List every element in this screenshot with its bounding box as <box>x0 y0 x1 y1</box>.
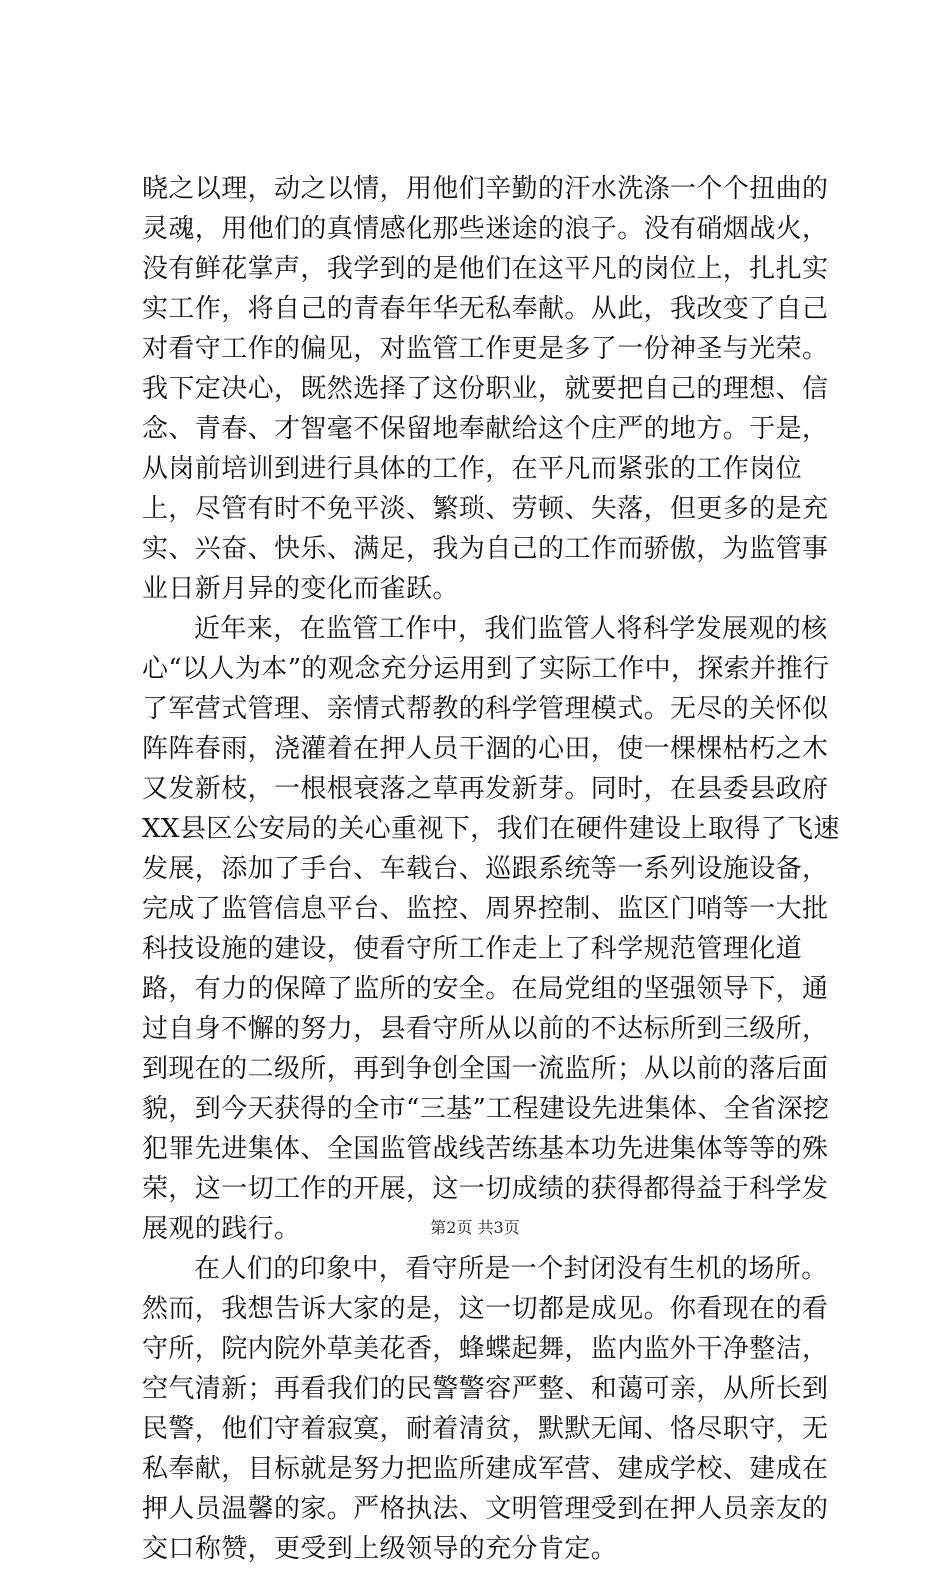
paragraph-3: 在人们的印象中，看守所是一个封闭没有生机的场所。然而，我想告诉大家的是，这一切都是成见。你看现在的看守所，院内院外草美花香，蜂蝶起舞，监内监外干净整洁，空气清新；再看我们的民警警容严整、和蔼可亲，从所长到民警，他们守着寂寞，耐着清贫，默默无闻、恪尽职守，无私奉献，目标就是努力把监所建成军营、建成学校、建成在押人员温馨的家。严格执法、文明管理受到在押人员亲友的交口称赞，更受到上级领导的充分肯定。 <box>142 1254 829 1564</box>
paragraph-2: 近年来，在监管工作中，我们监管人将科学发展观的核心“以人为本”的观念充分运用到了实际工作中，探索并推行了军营式管理、亲情式帮教的科学管理模式。无尽的关怀似阵阵春雨，浇灌着在押人员干涸的心田，使一棵棵枯朽之木又发新枝，一根根衰落之草再发新芽。同时，在县委县政府XX县区公安局的关心重视下，我们在硬件建设上取得了飞速发展，添加了手台、车载台、巡跟系统等一系列设施设备，完成了监管信息平台、监控、周界控制、监区门哨等一大批科技设施的建设，使看守所工作走上了科学规范管理化道路，有力的保障了监所的安全。在局党组的坚强领导下，通过自身不懈的努力，县看守所从以前的不达标所到三级所，到现在的二级所，再到争创全国一流监所；从以前的落后面貌，到今天获得的全市“三基”工程建设先进集体、全省深挖犯罪先进集体、全国监管战线苦练基本功先进集体等等的殊荣，这一切工作的开展，这一切成绩的获得都得益于科学发展观的践行。 <box>142 614 840 1244</box>
document-body <box>142 169 842 1569</box>
paragraph-1: 晓之以理，动之以情，用他们辛勤的汗水洗涤一个个扭曲的灵魂，用他们的真情感化那些迷途的浪子。没有硝烟战火，没有鲜花掌声，我学到的是他们在这平凡的岗位上，扎扎实实工作，将自己的青春年华无私奉献。从此，我改变了自己对看守工作的偏见，对监管工作更是多了一份神圣与光荣。我下定决心，既然选择了这份职业，就要把自己的理想、信念、青春、才智毫不保留地奉献给这个庄严的地方。于是，从岗前培训到进行具体的工作，在平凡而紧张的工作岗位上，尽管有时不免平淡、繁琐、劳顿、失落，但更多的是充实、兴奋、快乐、满足，我为自己的工作而骄傲，为监管事业日新月异的变化而雀跃。 <box>142 174 829 604</box>
page-number-footer: 第2页 共3页 <box>430 1218 520 1237</box>
